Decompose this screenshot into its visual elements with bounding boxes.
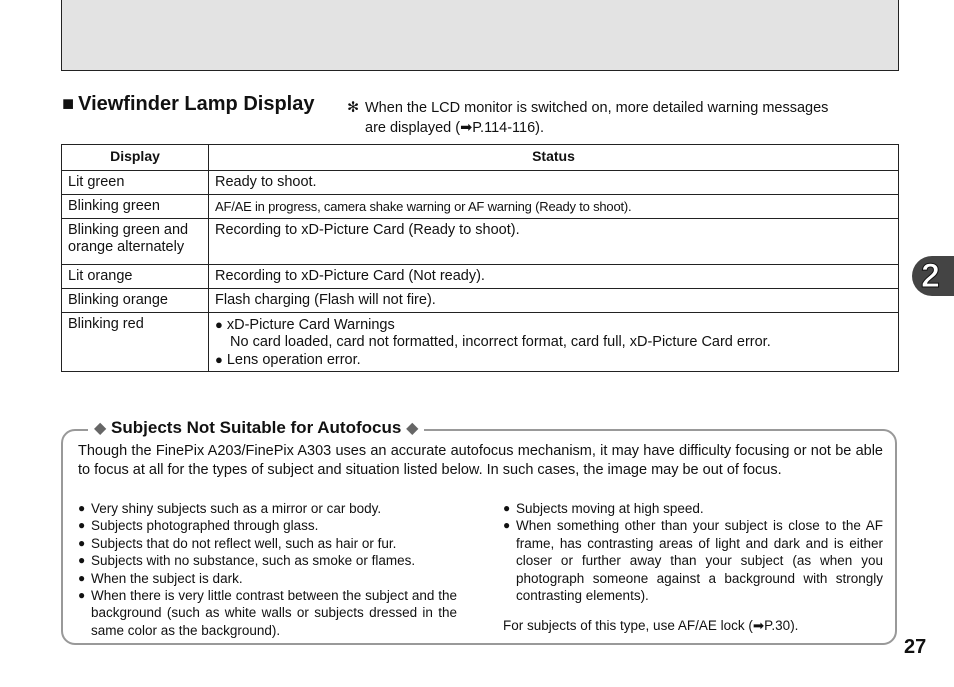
table-header-row xyxy=(62,145,899,171)
right-subject-list xyxy=(503,500,883,604)
status-cell: Recording to xD-Picture Card (Not ready). xyxy=(209,265,899,289)
chapter-number: 2 xyxy=(921,257,940,295)
note-line-1: When the LCD monitor is switched on, more detailed warning messages xyxy=(365,100,829,116)
autofocus-footer: For subjects of this type, use AF/AE lock (➡P.30). xyxy=(503,618,799,633)
list-item: ● Subjects photographed through glass. xyxy=(78,517,457,534)
list-item: ● When there is very little contrast between the subject and the background (such as white walls or subjects dressed in the same color as the background). xyxy=(78,587,457,639)
table-row xyxy=(62,265,899,289)
display-cell: Blinking green xyxy=(62,195,209,219)
list-item: ● Subjects that do not reflect well, such as hair or fur. xyxy=(78,535,457,552)
asterisk-icon: ✻ xyxy=(347,100,360,116)
col-display-header: Display xyxy=(62,145,209,171)
note-line-2: are displayed (➡P.114-116). xyxy=(365,120,545,136)
list-item: ● Subjects with no substance, such as smoke or flames. xyxy=(78,552,457,569)
status-item: No card loaded, card not formatted, incorrect format, card full, xD-Picture Card error. xyxy=(230,334,771,350)
square-marker-icon: ■ xyxy=(62,93,75,115)
page-number: 27 xyxy=(904,636,927,658)
header-grey-box xyxy=(61,0,899,71)
status-item: Lens operation error. xyxy=(226,352,361,368)
autofocus-title-text: Subjects Not Suitable for Autofocus xyxy=(111,418,402,437)
list-item: ● Subjects moving at high speed. xyxy=(503,500,883,517)
display-cell: Blinking red xyxy=(62,313,209,372)
table-row xyxy=(62,195,899,219)
display-cell: Blinking green and orange alternately xyxy=(62,219,209,265)
section-title-text: Viewfinder Lamp Display xyxy=(78,93,315,115)
table-row xyxy=(62,289,899,313)
table-row xyxy=(62,313,899,372)
display-cell: Lit green xyxy=(62,171,209,195)
list-item: ● When something other than your subject is close to the AF frame, has contrasting areas of light and dark and is either closer or further away than your subject (as when you photograph someone against a background with strongly contrasting elements). xyxy=(503,517,883,604)
status-cell: Recording to xD-Picture Card (Ready to shoot). xyxy=(209,219,899,265)
lcd-note xyxy=(347,98,898,138)
list-item: ● Very shiny subjects such as a mirror or car body. xyxy=(78,500,457,517)
diamond-icon: ◆ xyxy=(94,420,107,437)
status-cell: AF/AE in progress, camera shake warning or AF warning (Ready to shoot). xyxy=(209,195,899,219)
section-title xyxy=(62,93,314,116)
bullet-icon: ● xyxy=(215,352,223,367)
autofocus-intro: Though the FinePix A203/FinePix A303 uses an accurate autofocus mechanism, it may have difficulty focusing or not be able to focus at all for the types of subject and situation listed below. In such cases, the image may be out of focus. xyxy=(78,443,883,478)
status-cell: Ready to shoot. xyxy=(209,171,899,195)
status-cell: Flash charging (Flash will not fire). xyxy=(209,289,899,313)
left-subject-list xyxy=(78,500,457,639)
autofocus-title xyxy=(88,418,424,438)
table-row xyxy=(62,219,899,265)
table-row xyxy=(62,171,899,195)
bullet-icon: ● xyxy=(215,317,223,332)
display-cell: Blinking orange xyxy=(62,289,209,313)
status-cell xyxy=(209,313,899,372)
list-item: ● When the subject is dark. xyxy=(78,570,457,587)
diamond-icon: ◆ xyxy=(406,420,419,437)
display-cell: Lit orange xyxy=(62,265,209,289)
status-item: xD-Picture Card Warnings xyxy=(226,317,395,333)
lamp-table xyxy=(61,144,899,372)
col-status-header: Status xyxy=(209,145,899,171)
